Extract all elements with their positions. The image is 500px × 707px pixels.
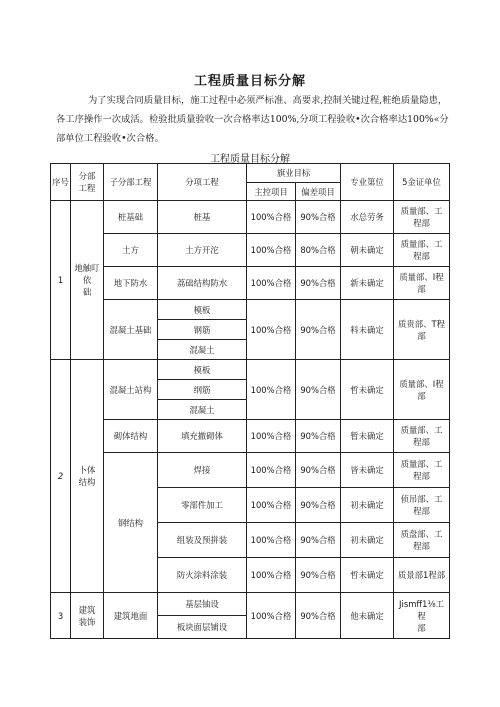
item-cell: 填充撤砌体 [158,420,247,453]
dept-cell: 朝未确定 [341,234,394,267]
table-row [51,201,450,234]
item-cell: 混凝土 [158,340,247,360]
subdivision-cell: 砌体结构 [104,420,158,453]
control-cell: 100%合格 [247,420,296,453]
header-general: 偏差项目 [296,183,341,201]
dept-cell: 初未确定 [341,523,394,558]
guarantee-cell: Jismff1⅛工程 部 [394,593,450,639]
dept-cell: 新未确定 [341,267,394,300]
control-cell: 100%合格 [247,267,296,300]
seq-cell: 2 [51,360,71,593]
item-cell: 模板 [158,300,247,320]
guarantee-cell: 质量部、工 程部 [394,201,450,234]
table-row [51,360,450,380]
control-cell: 100%合格 [247,453,296,488]
guarantee-cell: 质量部、I程 部 [394,360,450,420]
item-cell: 模板 [158,360,247,380]
table-row [51,420,450,453]
control-cell: 100%合格 [247,360,296,420]
dept-cell: 初未确定 [341,488,394,523]
guarantee-cell: 质量部、I程 部 [394,267,450,300]
dept-cell: 哲未确定 [341,558,394,593]
general-cell: 90%合格 [296,360,341,420]
header-row [51,164,450,183]
table-row [51,234,450,267]
guarantee-cell: 质景部1程部 [394,558,450,593]
header-division: 分部 工程 [71,164,104,201]
item-cell: 板块面层铺设 [158,616,247,639]
dept-cell: 料未确定 [341,300,394,360]
control-cell: 100%合格 [247,300,296,360]
item-cell: 土方开沱 [158,234,247,267]
header-control: 主控项目 [247,183,296,201]
item-cell: 组装及预拼装 [158,523,247,558]
item-cell: 钢筋 [158,320,247,340]
header-target-group: 旗业目标 [247,164,341,183]
control-cell: 100%合格 [247,201,296,234]
header-item: 分项工程 [158,164,247,201]
subdivision-cell: 混凝土站构 [104,360,158,420]
intro-paragraph: 为了实现合同质量目标，施工过程中必须严标准、高要求,控制关键过程,粧绝质量隐患，各工序操作一次成活。检验批质量验收一次合格率达100%,分项工程验收•次合格率达100%«分部单位工程验收•次合格。 [56,95,449,144]
item-cell: 桩基 [158,201,247,234]
dept-cell: 皆未确定 [341,453,394,488]
subdivision-cell: 土方 [104,234,158,267]
header-seq: 序号 [51,164,71,201]
subdivision-cell: 桩基础 [104,201,158,234]
header-dept: 专业第位 [341,164,394,201]
division-cell: 卜体 结构 [71,360,104,593]
general-cell: 90%合格 [296,201,341,234]
general-cell: 90%合格 [296,300,341,360]
general-cell: 90%合格 [296,523,341,558]
header-subdivision: 子分部工程 [104,164,158,201]
table-row [51,267,450,300]
division-cell: 地触叮 依 础 [71,201,104,360]
general-cell: 90%合格 [296,593,341,639]
guarantee-cell: 质量部、工 程部 [394,234,450,267]
subdivision-cell: 混凝土基础 [104,300,158,360]
division-cell: 建筑 装饰 [71,593,104,639]
control-cell: 100%合格 [247,593,296,639]
subdivision-cell: 地下防水 [104,267,158,300]
control-cell: 100%合格 [247,488,296,523]
dept-cell: 哲未确定 [341,360,394,420]
table-row [51,593,450,616]
item-cell: 荔础结构防水 [158,267,247,300]
general-cell: 90%合格 [296,267,341,300]
item-cell: 零部件加工 [158,488,247,523]
seq-cell: 3 [51,593,71,639]
dept-cell: 他未确定 [341,593,394,639]
item-cell: 防火涂料涂装 [158,558,247,593]
guarantee-cell: 质量部、工 程部 [394,420,450,453]
general-cell: 90%合格 [296,488,341,523]
item-cell: 纲筋 [158,380,247,400]
guarantee-cell: 质贵部、T程 部 [394,300,450,360]
guarantee-cell: 侦吊部、工 程部 [394,488,450,523]
general-cell: 90%合格 [296,420,341,453]
page-title: 工程质量目标分解 [193,74,306,89]
control-cell: 100%合格 [247,558,296,593]
table-row [51,300,450,320]
general-cell: 90%合格 [296,558,341,593]
subdivision-cell: 钢结构 [104,453,158,593]
table-caption: 工程质量目标分解 [210,154,290,165]
guarantee-cell: 质盘部、工 程部 [394,523,450,558]
dept-cell: 水总劳务 [341,201,394,234]
quality-goals-table [50,163,450,639]
header-guarantee: 5金证单位 [394,164,450,201]
guarantee-cell: 质量部、工 程部 [394,453,450,488]
dept-cell: 暂未确定 [341,420,394,453]
control-cell: 100%合格 [247,234,296,267]
item-cell: 焊接 [158,453,247,488]
control-cell: 100%合格 [247,523,296,558]
general-cell: 80%合格 [296,234,341,267]
table-row [51,453,450,488]
item-cell: 混凝土 [158,400,247,420]
item-cell: 基层铀设 [158,593,247,616]
subdivision-cell: 建筑地面 [104,593,158,639]
seq-cell: 1 [51,201,71,360]
general-cell: 90%合格 [296,453,341,488]
